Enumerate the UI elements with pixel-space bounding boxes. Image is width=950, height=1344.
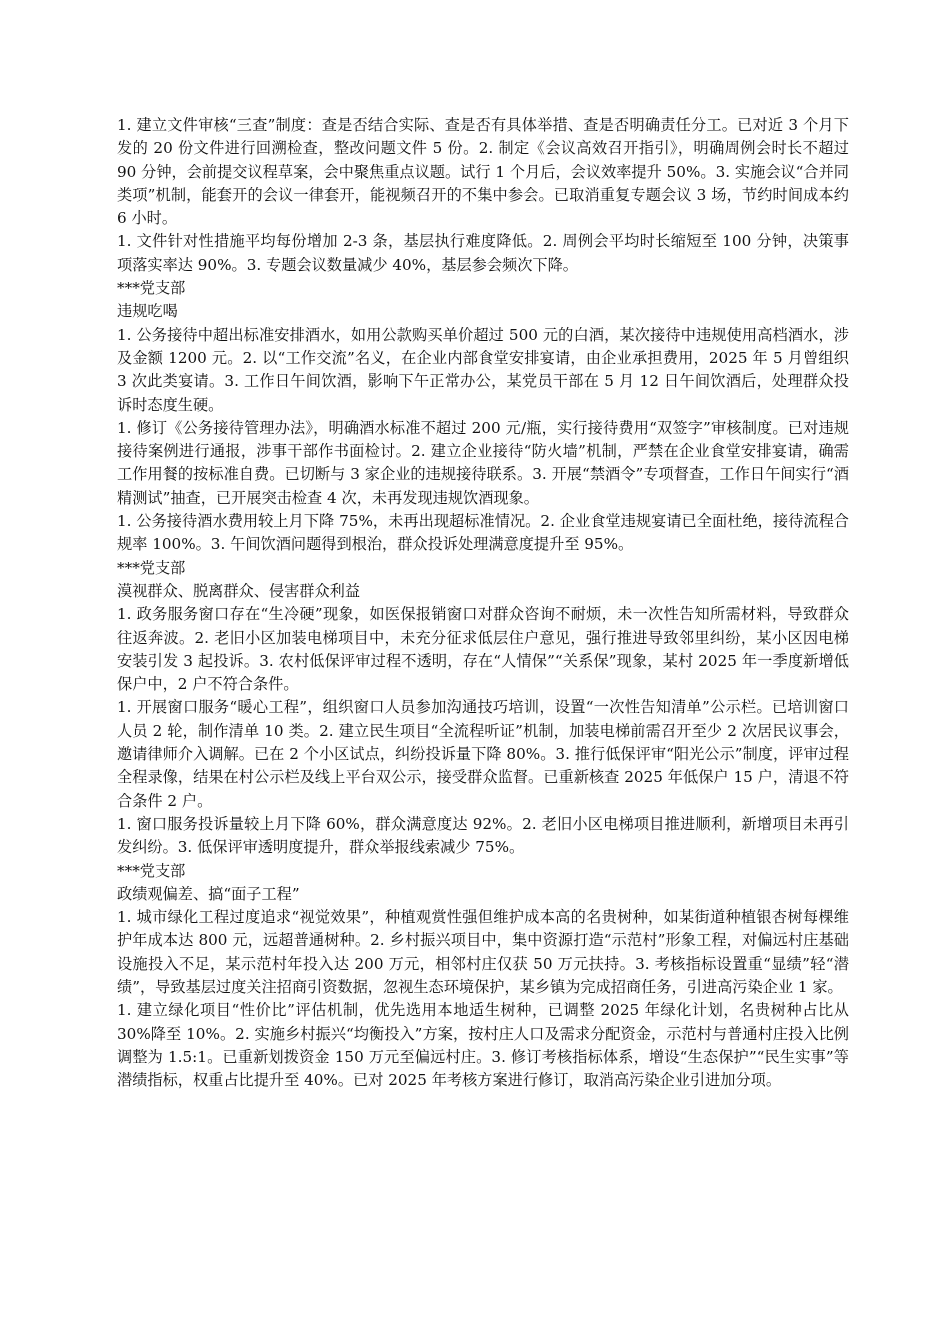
paragraph-masses-problems: 1. 政务服务窗口存在“生冷硬”现象，如医保报销窗口对群众咨询不耐烦，未一次性告知所需材料，导致群众往返奔波。2. 老旧小区加装电梯项目中，未充分征求低层住户意见，强行推进导致邻里纠纷，某小区因电梯安装引发 3 起投诉。3. 农村低保评审过程不透明，存在“人情保”“关系保”现象，某村 2025 年一季度新增低保户中，2 户不符合条件。 (117, 605, 849, 694)
party-branch-label: ***党支部 (117, 279, 186, 298)
paragraph-dining-results: 1. 公务接待酒水费用较上月下降 75%，未再出现超标准情况。2. 企业食堂违规宴请已全面杜绝，接待流程合规率 100%。3. 午间饮酒问题得到根治，群众投诉处理满意度提升至 95%。 (117, 512, 849, 554)
paragraph-masses-results: 1. 窗口服务投诉量较上月下降 60%，群众满意度达 92%。2. 老旧小区电梯项目推进顺利，新增项目未再引发纠纷。3. 低保评审透明度提升，群众举报线索减少 75%。 (117, 814, 849, 857)
paragraph-dining-measures: 1. 修订《公务接待管理办法》，明确酒水标准不超过 200 元/瓶，实行接待费用“双签字”审核制度。已对违规接待案例进行通报，涉事干部作书面检讨。2. 建立企业接待“防火墙”机制，严禁在企业食堂安排宴请，确需工作用餐的按标准自费。已切断与 3 家企业的违规接待联系。3. 开展“禁酒令”专项督查，工作日午间实行“酒精测试”抽查，已开展突击检查 4 次，未再发现违规饮酒现象。 (117, 418, 849, 507)
paragraph-image-projects-problems: 1. 城市绿化工程过度追求“视觉效果”，种植观赏性强但维护成本高的名贵树种，如某街道种植银杏树每棵维护年成本达 800 元，远超普通树种。2. 乡村振兴项目中，集中资源打造“示范村”形象工程，对偏远村庄基础设施投入不足，某示范村年投入达 200 万元，相邻村庄仅获 50 万元扶持。3. 考核指标设置重“显绩”轻“潜绩”，导致基层过度关注招商引资数据，忽视生态环境保护，某乡镇为完成招商任务，引进高污染企业 1 家。 (117, 908, 849, 996)
section-heading-dining: 违规吃喝 (117, 302, 178, 321)
paragraph-dining-problems: 1. 公务接待中超出标准安排酒水，如用公款购买单价超过 500 元的白酒，某次接待中违规使用高档酒水，涉及金额 1200 元。2. 以“工作交流”名义，在企业内部食堂安排宴请，由企业承担费用，2025 年 5 月曾组织 3 次此类宴请。3. 工作日午间饮酒，影响下午正常办公，某党员干部在 5 月 12 日午间饮酒后，处理群众投诉时态度生硬。 (117, 325, 849, 414)
paragraph-image-projects-measures: 1. 建立绿化项目“性价比”评估机制，优先选用本地适生树种，已调整 2025 年绿化计划，名贵树种占比从 30%降至 10%。2. 实施乡村振兴“均衡投入”方案，按村庄人口及需求分配资金，示范村与普通村庄投入比例调整为 1.5:1。已重新划拨资金 150 万元至偏远村庄。3. 修订考核指标体系，增设“生态保护”“民生实事”等潜绩指标，权重占比提升至 40%。已对 2025 年考核方案进行修订，取消高污染企业引进加分项。 (117, 1001, 849, 1090)
paragraph-meeting-results: 1. 文件针对性措施平均每份增加 2-3 条，基层执行难度降低。2. 周例会平均时长缩短至 100 分钟，决策事项落实率达 90%。3. 专题会议数量减少 40%，基层参会频次下降。 (117, 232, 849, 274)
paragraph-masses-measures: 1. 开展窗口服务“暖心工程”，组织窗口人员参加沟通技巧培训，设置“一次性告知清单”公示栏。已培训窗口人员 2 轮，制作清单 10 类。2. 建立民生项目“全流程听证”机制，加装电梯前需召开至少 2 次居民议事会，邀请律师介入调解。已在 2 个小区试点，纠纷投诉量下降 80%。3. 推行低保评审“阳光公示”制度，评审过程全程录像，结果在村公示栏及线上平台双公示，接受群众监督。已重新核查 2025 年低保户 15 户，清退不符合条件 2 户。 (117, 698, 849, 810)
document-body (117, 114, 849, 1092)
section-heading-image-projects: 政绩观偏差、搞“面子工程” (117, 884, 300, 903)
party-branch-label: ***党支部 (117, 558, 186, 577)
section-heading-masses: 漠视群众、脱离群众、侵害群众利益 (117, 581, 360, 600)
paragraph-meeting-measures: 1. 建立文件审核“三查”制度：查是否结合实际、查是否有具体举措、查是否明确责任分工。已对近 3 个月下发的 20 份文件进行回溯检查，整改问题文件 5 份。2. 制定《会议高效召开指引》，明确周例会时长不超过 90 分钟，会前提交议程草案，会中聚焦重点议题。试行 1 个月后，会议效率提升 50%。3. 实施会议“合并同类项”机制，能套开的会议一律套开，能视频召开的不集中参会。已取消重复专题会议 3 场，节约时间成本约 6 小时。 (117, 116, 849, 228)
party-branch-label: ***党支部 (117, 861, 186, 880)
